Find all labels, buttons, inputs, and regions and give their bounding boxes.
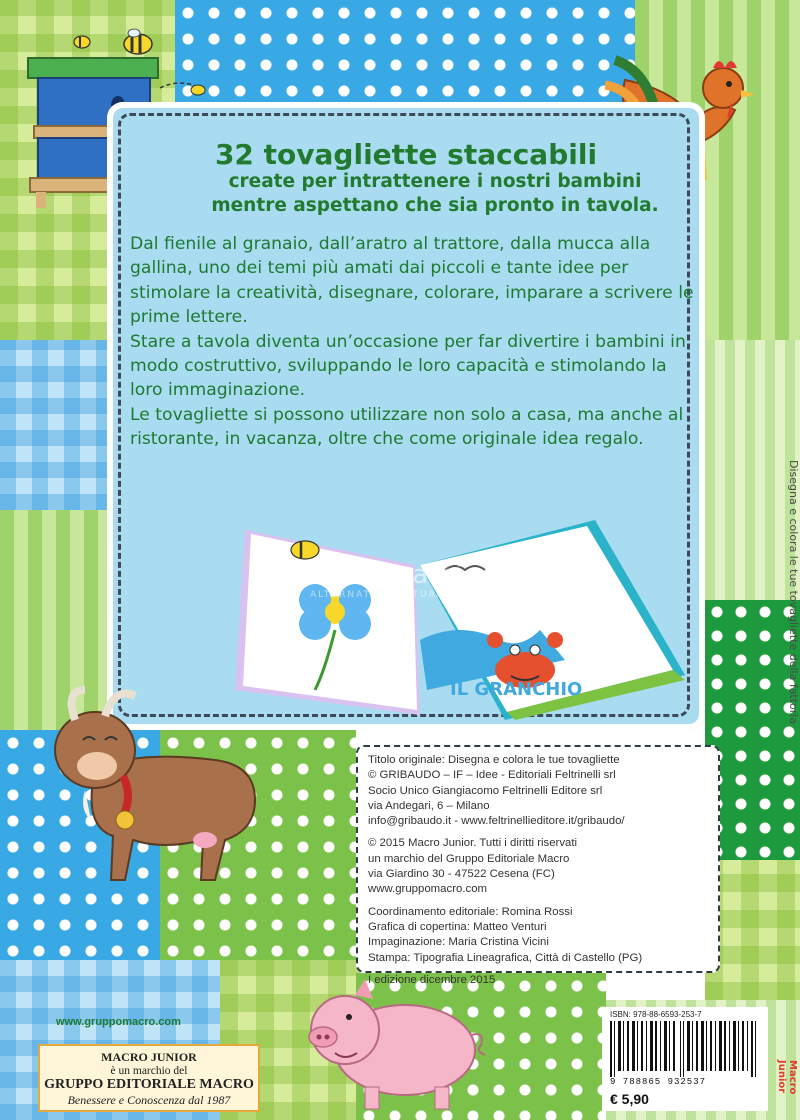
credit-line: I edizione dicembre 2015 (368, 973, 496, 986)
publisher-box (38, 1044, 260, 1112)
credits-edition (368, 973, 708, 988)
credit-line: un marchio del Gruppo Editoriale Macro (368, 852, 570, 865)
book-page-title: IL GRANCHIO (450, 679, 583, 700)
paragraph: Le tovagliette si possono utilizzare non solo a casa, ma anche al ristorante, in vacanza, oltre che come originale idea regalo. (130, 404, 684, 450)
credit-line: © 2015 Macro Junior. Tutti i diritti riservati (368, 837, 578, 850)
macro-junior-logo: Macro Junior (776, 1060, 798, 1095)
watermark (280, 560, 600, 600)
publisher-note: è un marchio del (110, 1065, 188, 1077)
subtitle-line: create per intrattenere i nostri bambini (228, 171, 642, 192)
barcode-icon (610, 1021, 760, 1077)
credit-line: info@gribaudo.it - www.feltrinellieditore.it/gribaudo/ (368, 815, 625, 828)
credit-line: Grafica di copertina: Matteo Venturi (368, 920, 547, 933)
bee-icon (291, 541, 319, 559)
credit-line: Stampa: Tipografia Lineagrafica, Città di Castello (PG) (368, 951, 643, 964)
credits-original (368, 753, 708, 829)
credits-box (356, 745, 720, 986)
credit-line: © GRIBAUDO – IF – Idee - Editoriali Feltrinelli srl (368, 769, 616, 782)
watermark-logo: macrolibrarsi (280, 560, 464, 590)
credit-line: via Giardino 30 - 47522 Cesena (FC) (368, 868, 555, 881)
goat-illustration (25, 680, 285, 900)
credits-publisher (368, 836, 708, 897)
publisher-tagline: Benessere e Conoscenza dal 1987 (67, 1093, 231, 1107)
barcode-digits: 9 788865 932537 (610, 1077, 707, 1087)
credit-line: www.gruppomacro.com (368, 883, 488, 896)
polka-dot-patch (175, 0, 635, 102)
gingham-patch (0, 340, 107, 510)
credit-line: Socio Unico Giangiacomo Feltrinelli Editore srl (368, 784, 603, 797)
publisher-group: GRUPPO EDITORIALE MACRO (44, 1077, 254, 1092)
paragraph: Dal fienile al granaio, dall’aratro al trattore, dalla mucca alla gallina, uno dei temi più amati dai piccoli e tante idee per stimolare la creatività, disegnare, colorare, imparare a scrivere le prime lettere. (130, 234, 694, 328)
subtitle-line: mentre aspettano che sia pronto in tavola. (211, 195, 659, 216)
isbn-label: ISBN: 978-88-6593-253-7 (610, 1010, 702, 1019)
bee-icon (191, 85, 205, 95)
cover-subtitle (150, 170, 720, 218)
spine-title: Disegna e colora le tue tovagliette della fattoria (787, 460, 800, 725)
credit-line: Impaginazione: Maria Cristina Vicini (368, 936, 549, 949)
bell-icon (116, 811, 134, 829)
barcode-box (602, 1007, 768, 1111)
credits-staff (368, 905, 708, 966)
paragraph: Stare a tavola diventa un’occasione per far divertire i bambini in modo costruttivo, sviluppando le loro capacità e stimolando la loro immaginazione. (130, 331, 686, 401)
credit-line: via Andegari, 6 – Milano (368, 799, 490, 812)
watermark-sub: ALTERNATIVA NATURALE (310, 590, 460, 600)
pig-illustration (295, 975, 495, 1115)
bee-icon (74, 36, 90, 48)
cover-title: 32 tovagliette staccabili (214, 138, 598, 171)
bee-icon (124, 29, 152, 54)
description-text (130, 232, 700, 452)
website-link[interactable]: www.gruppomacro.com (56, 1016, 181, 1028)
credit-line: Coordinamento editoriale: Romina Rossi (368, 905, 573, 918)
publisher-brand: MACRO JUNIOR (101, 1050, 197, 1064)
price-label: € 5,90 (610, 1091, 649, 1107)
book-preview-image (215, 520, 725, 720)
credit-line: Titolo originale: Disegna e colora le tue tovagliette (368, 754, 620, 766)
